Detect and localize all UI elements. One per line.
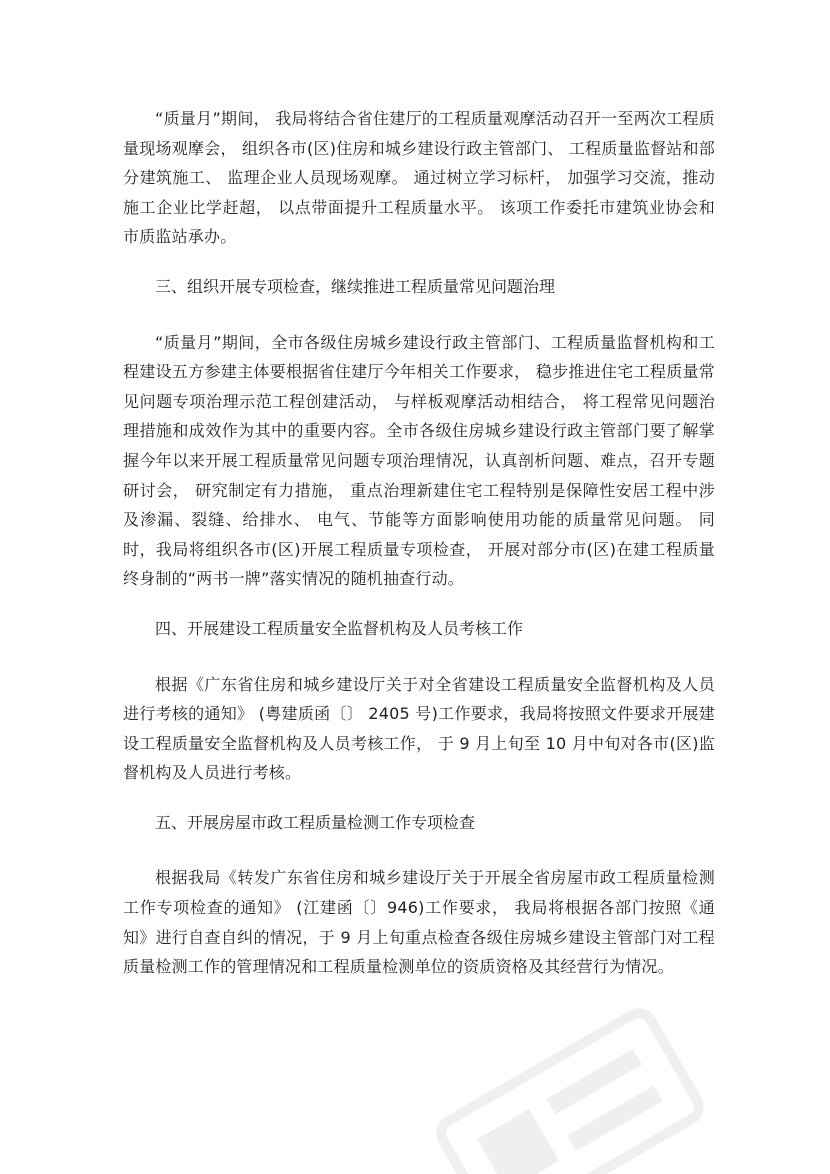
watermark-logo <box>417 986 722 1174</box>
paragraph-supervision-assessment: 根据《广东省住房和城乡建设厅关于对全省建设工程质量安全监督机构及人员进行考核的通知》 (粤建质函〔〕 2405 号)工作要求，我局将按照文件要求开展建设工程质量安全监督机构及人员考核工作， 于 9 月上旬至 10 月中旬对各市(区)监督机构及人员进行考核。 <box>123 674 715 783</box>
section-heading-5: 五、开展房屋市政工程质量检测工作专项检查 <box>155 812 476 832</box>
paragraph-special-inspection: “质量月”期间，全市各级住房城乡建设行政主管部门、工程质量监督机构和工程建设五方参建主体要根据省住建厅今年相关工作要求， 稳步推进住宅工程质量常见问题专项治理示范工程创建活动， 与样板观摩活动相结合， 将工程常见问题治理措施和成效作为其中的重要内容。全市各级住房城乡建设行政主管部门要了解掌握今年以来开展工程质量常见问题专项治理情况，认真剖析问题、难点，召开专题研讨会， 研究制定有力措施， 重点治理新建住宅工程特别是保障性安居工程中涉及渗漏、裂缝、给排水、 电气、节能等方面影响使用功能的质量常见问题。 同时，我局将组织各市(区)开展工程质量专项检查， 开展对部分市(区)在建工程质量终身制的“两书一牌”落实情况的随机抽查行动。 <box>123 332 715 589</box>
section-heading-3: 三、组织开展专项检查，继续推进工程质量常见问题治理 <box>155 276 556 296</box>
section-heading-4: 四、开展建设工程质量安全监督机构及人员考核工作 <box>155 618 524 638</box>
document-body <box>123 104 715 1002</box>
paragraph-testing-inspection: 根据我局《转发广东省住房和城乡建设厅关于开展全省房屋市政工程质量检测工作专项检查的通知》 (江建函〔〕946)工作要求， 我局将根据各部门按照《通知》进行自查自纠的情况，于 9 月上旬重点检查各级住房城乡建设主管部门对工程质量检测工作的管理情况和工程质量检测单位的资质资格及其经营行为情况。 <box>123 868 715 977</box>
paragraph-quality-month-observation: “质量月”期间， 我局将结合省住建厅的工程质量观摩活动召开一至两次工程质量现场观摩会， 组织各市(区)住房和城乡建设行政主管部门、 工程质量监督站和部分建筑施工、 监理企业人员现场观摩。 通过树立学习标杆， 加强学习交流，推动施工企业比学赶超， 以点带面提升工程质量水平。 该项工作委托市建筑业协会和市质监站承办。 <box>123 109 715 247</box>
